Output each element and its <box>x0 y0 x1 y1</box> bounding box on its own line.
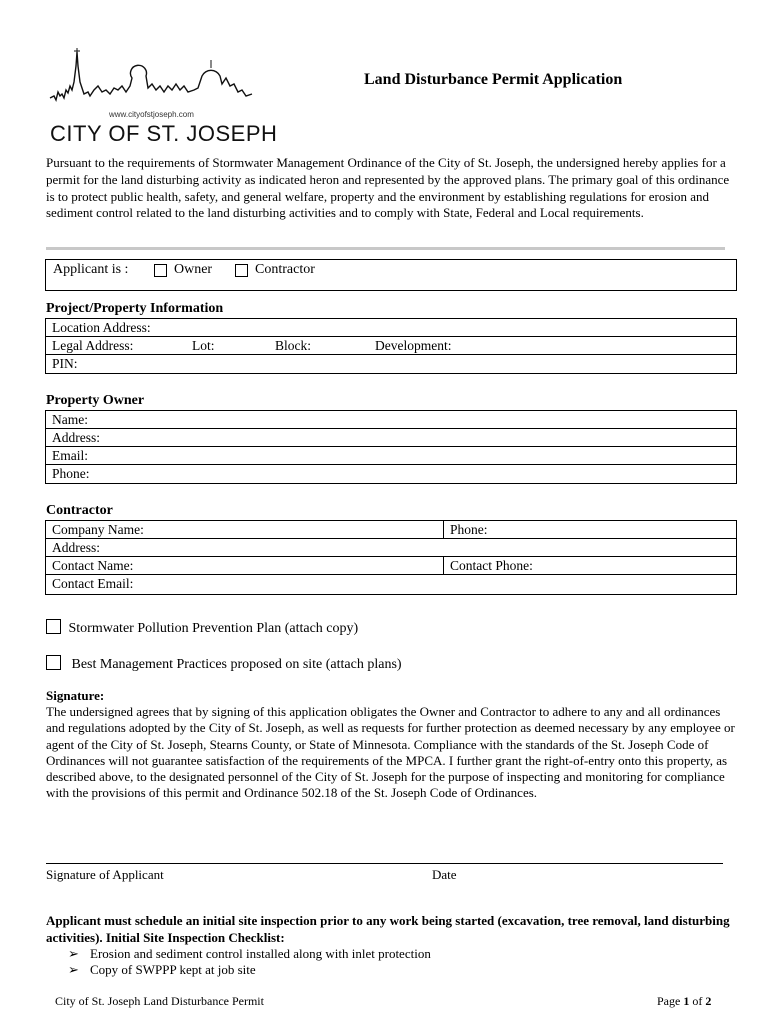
page-total: 2 <box>705 994 712 1008</box>
bmp-checkbox[interactable] <box>46 655 61 670</box>
arrow-bullet-icon: ➢ <box>68 962 79 977</box>
intro-paragraph: Pursuant to the requirements of Stormwater Management Ordinance of the City of St. Joseph, the undersigned hereby applies for a permit for the land disturbing activity as indicated heron and represented by the approved plans. The primary goal of this ordinance is to protect public health, safety, and general welfare, property and the environment by establishing regulations for erosion and sediment control related to the land disturbing activities and to comply with State, Federal and Local requirements. <box>46 155 730 221</box>
logo-city-name: CITY OF ST. JOSEPH <box>50 121 278 146</box>
property-owner-table <box>45 410 737 484</box>
owner-name-row[interactable] <box>46 411 736 429</box>
contact-email-label: Contact Email: <box>52 576 134 591</box>
pin-row[interactable] <box>46 355 736 373</box>
owner-phone-label: Phone: <box>52 466 90 481</box>
owner-phone-row[interactable] <box>46 465 736 483</box>
owner-label: Owner <box>174 262 213 277</box>
company-name-row[interactable] <box>46 521 736 539</box>
date-label: Date <box>432 867 457 882</box>
contractor-address-label: Address: <box>52 540 100 555</box>
development-label: Development: <box>375 338 452 353</box>
city-skyline-logo-icon <box>48 46 258 112</box>
page-current: 1 <box>683 994 690 1008</box>
logo-url: www.cityofstjoseph.com <box>109 110 194 119</box>
owner-address-label: Address: <box>52 430 100 445</box>
location-address-label: Location Address: <box>52 320 151 335</box>
checklist-item <box>68 962 256 978</box>
signature-title: Signature: <box>46 688 105 703</box>
contractor-section-title: Contractor <box>46 503 113 518</box>
signature-line[interactable] <box>46 863 723 864</box>
location-address-row[interactable] <box>46 319 736 337</box>
legal-address-row[interactable] <box>46 337 736 355</box>
pin-label: PIN: <box>52 356 78 371</box>
applicant-type-box <box>45 259 737 291</box>
signature-agreement-text: The undersigned agrees that by signing of this application obligates the Owner and Contractor to adhere to any and all ordinances and regulations adopted by the City of St. Joseph, as well as requests for further protection as deemed necessary by any employee or agent of the City of St. Joseph, Stearns County, or State of Minnesota. Compliance with the standards of the St. Joseph Code of Ordinances will not guarantee satisfaction of the requirements of the MPCA. I further grant the right-of-entry onto this property, as described above, to the designated personnel of the City of St. Joseph for the purpose of inspecting and monitoring for compliance with the provisions of this permit and Ordinance 502.18 of the St. Joseph Code of Ordinances. <box>46 704 735 801</box>
applicant-label: Applicant is : <box>53 262 129 277</box>
signature-of-applicant-label: Signature of Applicant <box>46 867 164 882</box>
contact-email-row[interactable] <box>46 575 736 593</box>
project-info-table <box>45 318 737 374</box>
inspection-note: Applicant must schedule an initial site inspection prior to any work being started (excavation, tree removal, land disturbing activities). Initial Site Inspection Checklist: <box>46 913 730 945</box>
checklist-item-label: Erosion and sediment control installed along with inlet protection <box>90 946 431 961</box>
lot-label: Lot: <box>192 338 215 353</box>
bmp-item <box>46 655 402 673</box>
legal-address-label: Legal Address: <box>52 338 134 353</box>
contact-name-label: Contact Name: <box>52 558 134 573</box>
checklist-item <box>68 946 431 962</box>
owner-address-row[interactable] <box>46 429 736 447</box>
page-title: Land Disturbance Permit Application <box>364 71 623 88</box>
swppp-checkbox[interactable] <box>46 619 61 634</box>
owner-section-title: Property Owner <box>46 393 145 408</box>
swppp-item <box>46 619 358 637</box>
owner-name-label: Name: <box>52 412 88 427</box>
owner-email-row[interactable] <box>46 447 736 465</box>
project-section-title: Project/Property Information <box>46 301 224 316</box>
checklist-item-label: Copy of SWPPP kept at job site <box>90 962 256 977</box>
contractor-address-row[interactable] <box>46 539 736 557</box>
page-of: of <box>689 994 706 1008</box>
contractor-phone-label: Phone: <box>450 522 488 537</box>
footer-title: City of St. Joseph Land Disturbance Permit <box>55 994 264 1008</box>
company-name-label: Company Name: <box>52 522 144 537</box>
contractor-label: Contractor <box>255 262 315 277</box>
swppp-label: Stormwater Pollution Prevention Plan (attach copy) <box>68 621 359 636</box>
divider <box>46 247 725 250</box>
contractor-checkbox[interactable] <box>235 263 248 281</box>
owner-email-label: Email: <box>52 448 88 463</box>
contact-phone-label: Contact Phone: <box>450 558 533 573</box>
page-prefix: Page <box>657 994 684 1008</box>
bmp-label: Best Management Practices proposed on site (attach plans) <box>71 657 402 672</box>
owner-checkbox[interactable] <box>154 263 167 281</box>
contact-name-row[interactable] <box>46 557 736 575</box>
block-label: Block: <box>275 338 311 353</box>
page-number <box>657 994 711 1009</box>
arrow-bullet-icon: ➢ <box>68 946 79 961</box>
contractor-table <box>45 520 737 595</box>
